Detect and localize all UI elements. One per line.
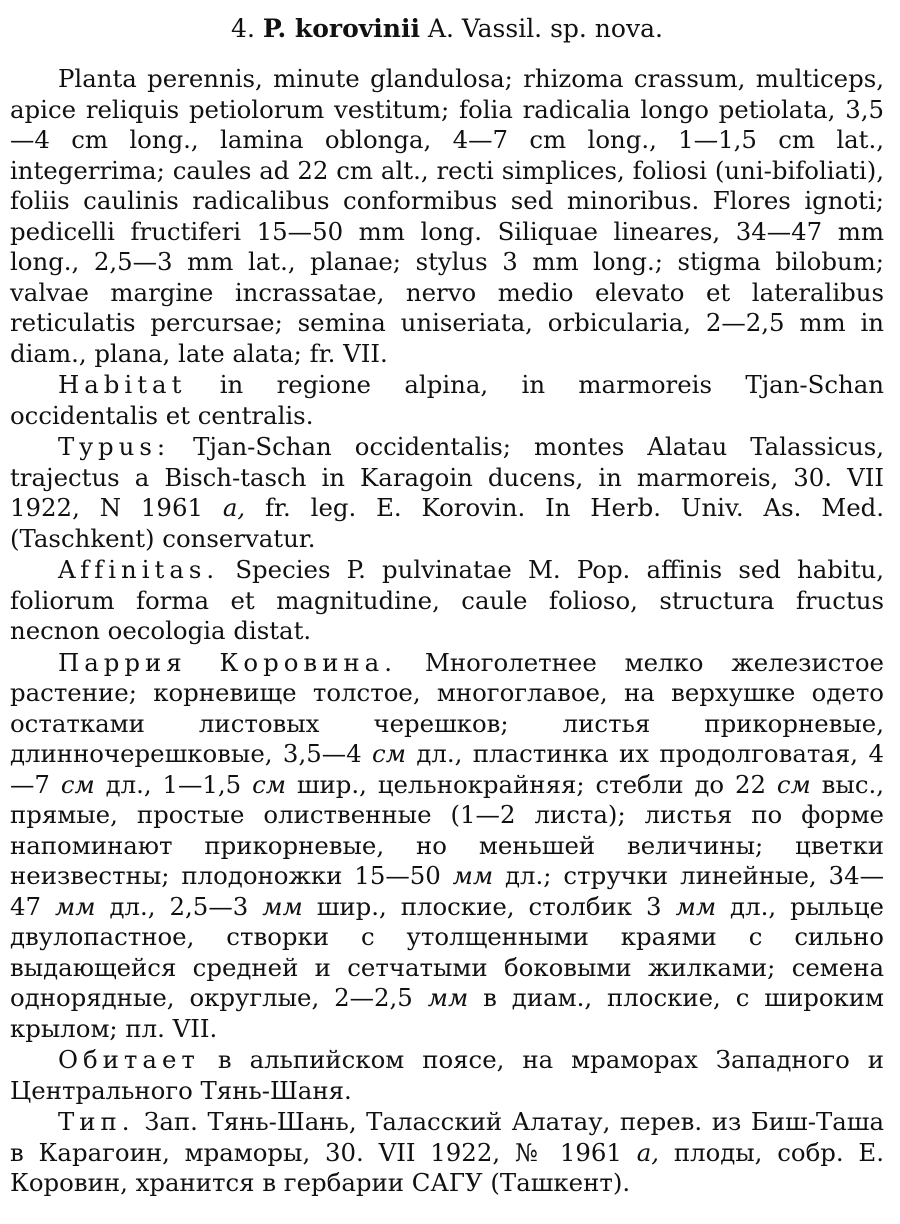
latin-typus-text-1: Tjan-Schan occidentalis; montes Alatau Talassicus, trajectus a Bisch-tasch in Karagoin ducens, in marmoreis, 30. VII 1922, N 1961 [10, 432, 884, 522]
russian-desc-9: дл., рыльце двулопастное, створки с утолщенными краями с сильно выдающейся средней и сетчатыми боковыми жилками; семена однорядные, округлые, 2—2,5 [10, 891, 884, 1012]
russian-desc-6: дл.; стручки линейные, 34—47 [10, 861, 884, 921]
russian-unit: мм [262, 891, 303, 921]
russian-habitat [10, 1045, 884, 1106]
russian-type-letter: а, [636, 1137, 660, 1167]
latin-habitat-label: Habitat [58, 370, 187, 399]
latin-habitat-text: in regione alpina, in marmoreis Tjan-Schan occidentalis et centralis. [10, 370, 884, 430]
latin-affinitas [10, 555, 884, 647]
russian-unit: см [252, 769, 286, 799]
russian-unit: см [776, 769, 811, 799]
russian-desc-5: выс., прямые, простые олиственные (1—2 листа); листья по форме напоминают прикорневые, но меньшей величины; цветки неизвестны; плодоножки 15—50 [10, 769, 884, 890]
russian-unit: мм [675, 891, 717, 921]
russian-description [10, 648, 884, 1045]
latin-typus-text-2: fr. leg. E. Korovin. In Herb. Univ. As. Med. (Taschkent) conservatur. [10, 493, 884, 553]
russian-desc-4: шир., цельнокрайняя; стебли до 22 [285, 769, 777, 799]
russian-habitat-label: Обитает [58, 1045, 200, 1074]
russian-desc-7: дл., 2,5—3 [95, 891, 263, 921]
latin-description-text: Planta perennis, minute glandulosa; rhizoma crassum, multiceps, apice reliquis petiolorum vestitum; folia radicalia longo petiolata, 3,5—4 cm long., lamina oblonga, 4—7 cm long., 1—1,5 cm lat., integerrima; caules ad 22 cm alt., recti simplices, foliosi (uni-bifoliati), foliis caulinis radicalibus conformibus sed minoribus. Flores ignoti; pedicelli fructiferi 15—50 mm long. Siliquae lineares, 34—47 mm long., 2,5—3 mm lat., planae; stylus 3 mm long.; stigma bilobum; valvae margine incrassatae, nervo medio elevato et lateralibus reticulatis percursae; semina uniseriata, orbicularia, 2—2,5 mm in diam., plana, late alata; fr. VII. [10, 64, 884, 368]
russian-type-label: Тип. [58, 1107, 135, 1136]
russian-desc-3: дл., 1—1,5 [94, 769, 253, 799]
species-heading [10, 14, 884, 44]
russian-habitat-text: в альпийском поясе, на мраморах Западного и Центрального Тянь-Шаня. [10, 1045, 884, 1105]
russian-unit: см [372, 739, 406, 768]
russian-type [10, 1107, 884, 1199]
russian-unit: мм [55, 891, 96, 921]
latin-typus-label: Typus: [58, 432, 171, 461]
russian-desc-1: Многолетнее мелко железистое растение; корневище толстое, многоглавое, на верхушке одето остатками листовых черешков; листья прикорневые, длинночерешковые, 3,5—4 [10, 647, 884, 768]
russian-desc-8: шир., плоские, столбик 3 [302, 891, 676, 921]
latin-affinitas-label: Affinitas. [58, 555, 220, 584]
latin-typus [10, 432, 884, 554]
species-binomial: P. korovinii [262, 14, 420, 43]
russian-unit: мм [427, 983, 469, 1012]
latin-affinitas-text: Species P. pulvinatae M. Pop. affinis sed habitu, foliorum forma et magnitudine, caule folioso, structura fructus necnon oecologia distat. [10, 555, 884, 645]
latin-typus-letter: a, [222, 493, 246, 522]
russian-desc-2: дл., пластинка их продолговатая, 4—7 [10, 739, 884, 799]
russian-desc-10: в диам., плоские, с широким крылом; пл. VII. [10, 983, 885, 1043]
russian-type-text-2: плоды, собр. Е. Коровин, хранится в гербарии САГУ (Ташкент). [10, 1137, 884, 1197]
russian-name-label: Паррия Коровина. [58, 647, 397, 677]
species-author: A. Vassil. sp. nova. [427, 14, 663, 43]
latin-description [10, 64, 884, 369]
russian-unit: см [60, 769, 95, 799]
species-number: 4. [231, 14, 255, 43]
russian-type-text-1: Зап. Тянь-Шань, Таласский Алатау, перев. из Биш-Таша в Карагоин, мраморы, 30. VII 1922, № 1961 [10, 1107, 884, 1167]
latin-habitat [10, 370, 884, 431]
russian-unit: мм [452, 861, 494, 890]
